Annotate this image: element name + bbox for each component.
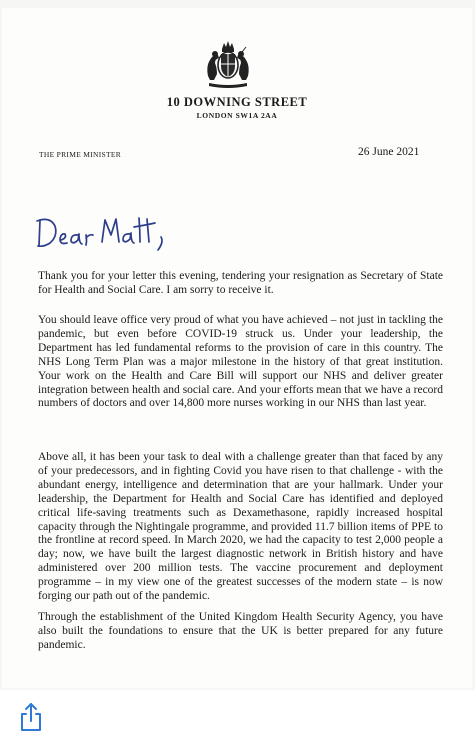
share-icon[interactable] [18,702,44,732]
sender-title: THE PRIME MINISTER [39,150,122,159]
letter-date: 26 June 2021 [358,146,420,158]
address-street: 10 DOWNING STREET [166,95,308,109]
royal-coat-of-arms-icon [200,40,256,90]
paragraph-1: Thank you for your letter this evening, tendering your resignation as Secretary of State for Health and Social Care. I am sorry to receive it. [38,270,443,296]
handwritten-salutation [34,212,194,258]
letter-page [2,8,472,688]
paragraph-4: Through the establishment of the United Kingdom Health Security Agency, you have also built the foundations to ensure that the UK is better prepared for any future pandemic. [38,611,443,651]
address-city-postcode: LONDON SW1A 2AA [196,111,278,120]
paragraph-3: Above all, it has been your task to deal with a challenge greater than that faced by any of your predecessors, and in fighting Covid you have risen to that challenge - with the abundant energy, intelligence and determination that are your hallmark. Under your leadership, the Department for Health and Social Care has identified and deployed critical life-saving treatments such as Dexamethasone, rapidly increased hospital capacity through the Nightingale programme, and provided 11.7 billion items of PPE to the frontline at record speed. In March 2020, we had the capacity to test 2,000 people a day; now, we have built the largest diagnostic network in British history and have administered over 200 million tests. The vaccine procurement and deployment programme – in my view one of the greatest successes of the modern state – is now forging our path out of the pandemic. [38,451,443,603]
bottom-toolbar [0,690,475,750]
paragraph-2: You should leave office very proud of what you have achieved – not just in tackling the pandemic, but even before COVID-19 struck us. Under your leadership, the Department has led fundamental reforms to the provision of care in this country. The NHS Long Term Plan was a major milestone in the history of that great institution. Your work on the Health and Care Bill will support our NHS and deliver greater integration between health and social care. And your efforts mean that we have a record numbers of doctors and over 14,800 more nurses working in our NHS than last year. [38,314,443,410]
